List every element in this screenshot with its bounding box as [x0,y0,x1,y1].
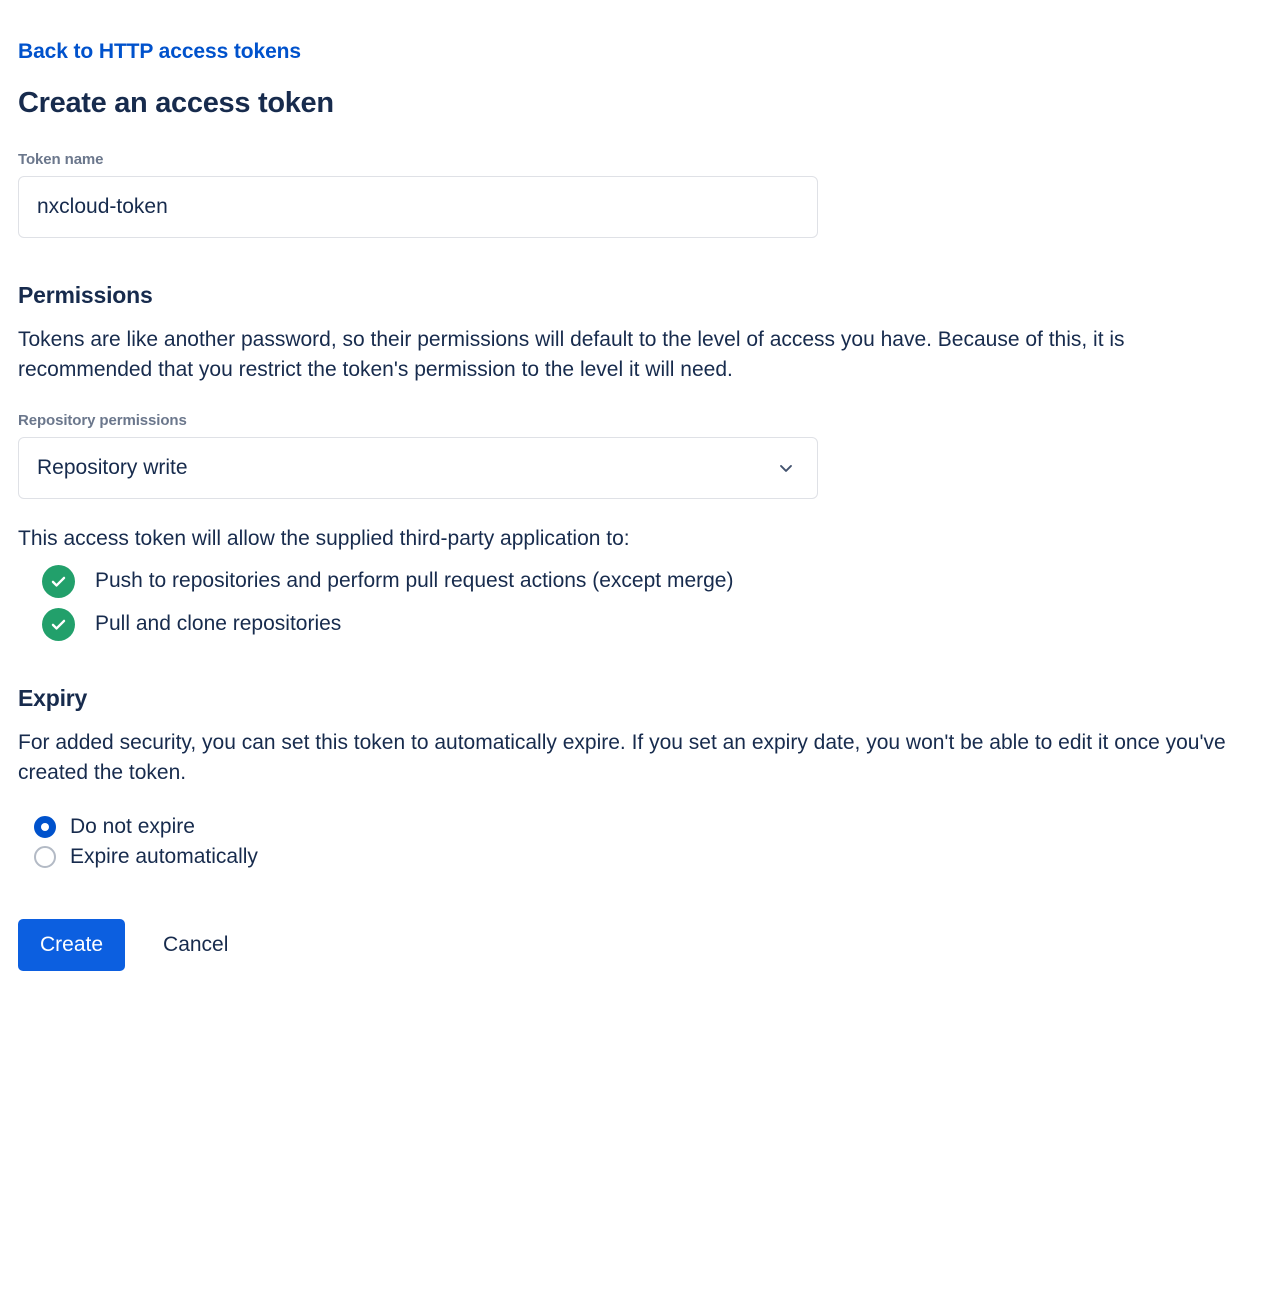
allowed-permission-label: Push to repositories and perform pull request actions (except merge) [95,569,734,593]
back-to-http-access-tokens-link[interactable]: Back to HTTP access tokens [18,40,301,63]
allowed-permission-label: Pull and clone repositories [95,612,342,636]
expiry-heading: Expiry [18,684,88,711]
allowed-permissions-list [18,565,1256,641]
repository-permissions-label: Repository permissions [18,411,187,429]
token-name-field-group [18,151,1256,238]
token-name-label: Token name [18,150,104,168]
form-actions [18,919,1256,971]
repository-permissions-select[interactable] [18,437,818,499]
list-item [18,608,1256,641]
repository-permissions-group [18,412,1256,499]
repository-permissions-select-wrapper [18,437,818,499]
expiry-radio-group [18,815,1256,869]
radio-unselected-icon [34,846,56,868]
check-circle-icon [42,565,75,598]
create-button[interactable]: Create [18,919,125,971]
list-item [18,565,1256,598]
repository-permissions-selected-value: Repository write [37,455,188,479]
page-title: Create an access token [18,87,334,119]
radio-label-do-not-expire: Do not expire [70,814,195,838]
radio-label-expire-automatically: Expire automatically [70,844,258,868]
permissions-heading: Permissions [18,281,153,308]
check-circle-icon [42,608,75,641]
allow-text: This access token will allow the supplied third-party application to: [18,526,630,550]
permissions-description: Tokens are like another password, so their permissions will default to the level of access you have. Because of this, it is recommended that you restrict the token's permission to the level it will need. [18,327,1125,382]
cancel-button[interactable]: Cancel [145,919,246,971]
expiry-description: For added security, you can set this token to automatically expire. If you set an expiry date, you won't be able to edit it once you've created the token. [18,730,1226,785]
radio-expire-automatically[interactable] [18,845,1256,869]
token-name-input[interactable] [18,176,818,238]
radio-do-not-expire[interactable] [18,815,1256,839]
radio-selected-icon [34,816,56,838]
